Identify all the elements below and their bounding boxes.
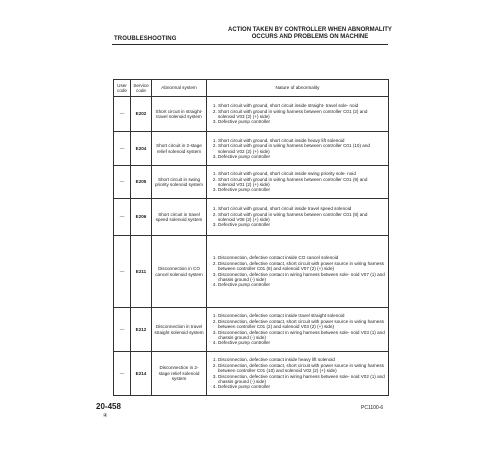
header-user-code: User code [114, 80, 131, 97]
revision-mark: ④ [103, 413, 108, 419]
user-code-cell: — [114, 97, 131, 132]
nature-cell [207, 236, 389, 308]
page-title-line-1: ACTION TAKEN BY CONTROLLER WHEN ABNORMALITY [228, 27, 392, 33]
nature-item: 3. Defective pump controller [218, 187, 385, 192]
nature-cell [207, 166, 389, 199]
nature-item: 1. Short circuit with ground, short circuit inside travel speed solenoid [218, 206, 385, 211]
page-title-line-2: OCCURS AND PROBLEMS ON MACHINE [251, 34, 369, 40]
user-code-cell: — [114, 166, 131, 199]
table-row [114, 308, 389, 352]
nature-item: 2. Short circuit with ground in wiring harness between controller C01 (10) and solenoid V02 (2) (+) side) [218, 143, 385, 154]
service-code-cell: E204 [131, 132, 152, 166]
table-header-row [114, 80, 389, 97]
page-title [226, 27, 394, 41]
user-code-cell: — [114, 352, 131, 396]
abnormal-system-cell: Short circuit in straight-travel solenoid system [152, 97, 207, 132]
table-row [114, 132, 389, 166]
service-code-cell: E214 [131, 352, 152, 396]
table-row [114, 97, 389, 132]
table-row [114, 352, 389, 396]
service-code-cell: E202 [131, 97, 152, 132]
header-nature: Nature of abnormality [207, 80, 389, 97]
header-divider [112, 44, 388, 45]
abnormal-system-cell: Short circuit in swing priority solenoid system [152, 166, 207, 199]
user-code-cell: — [114, 236, 131, 308]
nature-item: 2. Short circuit with ground in wiring harness between controller C01 (2) and solenoid V03 (2) (+) side) [218, 109, 385, 120]
abnormal-system-cell: Disconnection in travel straight solenoid system [152, 308, 207, 352]
nature-item: 2. Disconnection, defective contact, short circuit with power source in wiring harness between controller C01 (10) and solenoid V02 (2) (+) side) [218, 363, 385, 374]
nature-item: 3. Disconnection, defective contact in wiring harness between sole- noid V07 (1) and chassis ground (-) side) [218, 272, 385, 283]
nature-item: 3. Disconnection, defective contact in wiring harness between sole- noid V03 (1) and chassis ground (-) side) [218, 330, 385, 341]
abnormal-system-cell: Short circuit in travel speed solenoid system [152, 199, 207, 236]
nature-item: 4. Defective pump controller [218, 340, 385, 345]
table-row [114, 166, 389, 199]
user-code-cell: — [114, 132, 131, 166]
nature-item: 3. Disconnection, defective contact in wiring harness between sole- noid V02 (1) and chassis ground (-) side) [218, 374, 385, 385]
service-code-cell: E205 [131, 166, 152, 199]
service-code-cell: E211 [131, 236, 152, 308]
nature-item: 3. Defective pump controller [218, 119, 385, 124]
user-code-cell: — [114, 308, 131, 352]
user-code-cell: — [114, 199, 131, 236]
nature-item: 1. Short circuit with ground, short circuit inside swing priority sole- noid [218, 171, 385, 176]
header-abnormal-system: Abnormal system [152, 80, 207, 97]
nature-item: 1. Disconnection, defective contact inside travel straight solenoid [218, 313, 385, 318]
nature-item: 2. Short circuit with ground in wiring harness between controller C01 (8) and solenoid V08 (2) (+) side) [218, 212, 385, 223]
nature-item: 3. Defective pump controller [218, 222, 385, 227]
nature-cell [207, 308, 389, 352]
model-number: PC1100-6 [361, 405, 384, 411]
table-row [114, 199, 389, 236]
page-number: 20-458 [96, 402, 121, 411]
nature-item: 4. Defective pump controller [218, 384, 385, 389]
header-service-code: Service code [131, 80, 152, 97]
nature-item: 1. Disconnection, defective contact inside heavy lift solenoid [218, 357, 385, 362]
abnormal-system-cell: Short circuit in 2-stage relief solenoid system [152, 132, 207, 166]
nature-item: 4. Defective pump controller [218, 282, 385, 287]
nature-item: 1. Short circuit with ground, short circuit inside heavy lift solenoid [218, 138, 385, 143]
nature-item: 2. Disconnection, defective contact, short circuit with power source in wiring harness between controller C01 (2) and solenoid V03 (2) (+) side) [218, 319, 385, 330]
nature-item: 2. Short circuit with ground in wiring harness between controller C01 (9) and solenoid V01 (2) (+) side) [218, 177, 385, 188]
nature-item: 3. Defective pump controller [218, 154, 385, 159]
section-title: TROUBLESHOOTING [114, 36, 177, 42]
service-code-cell: E212 [131, 308, 152, 352]
service-code-cell: E206 [131, 199, 152, 236]
abnormality-table [113, 79, 389, 396]
nature-item: 1. Short circuit with ground, short circuit inside straight- travel sole- noid [218, 103, 385, 108]
nature-cell [207, 97, 389, 132]
nature-item: 2. Disconnection, defective contact, short circuit with power source in wiring harness between controller C01 (8) and solenoid V07 (2) (+) side) [218, 261, 385, 272]
nature-cell [207, 132, 389, 166]
nature-cell [207, 199, 389, 236]
nature-cell [207, 352, 389, 396]
table-row [114, 236, 389, 308]
abnormal-system-cell: Disconnection in CO cancel solenoid system [152, 236, 207, 308]
abnormal-system-cell: Disconnection in 2-stage relief solenoid system [152, 352, 207, 396]
nature-item: 1. Disconnection, defective contact inside CO cancel solenoid [218, 255, 385, 260]
